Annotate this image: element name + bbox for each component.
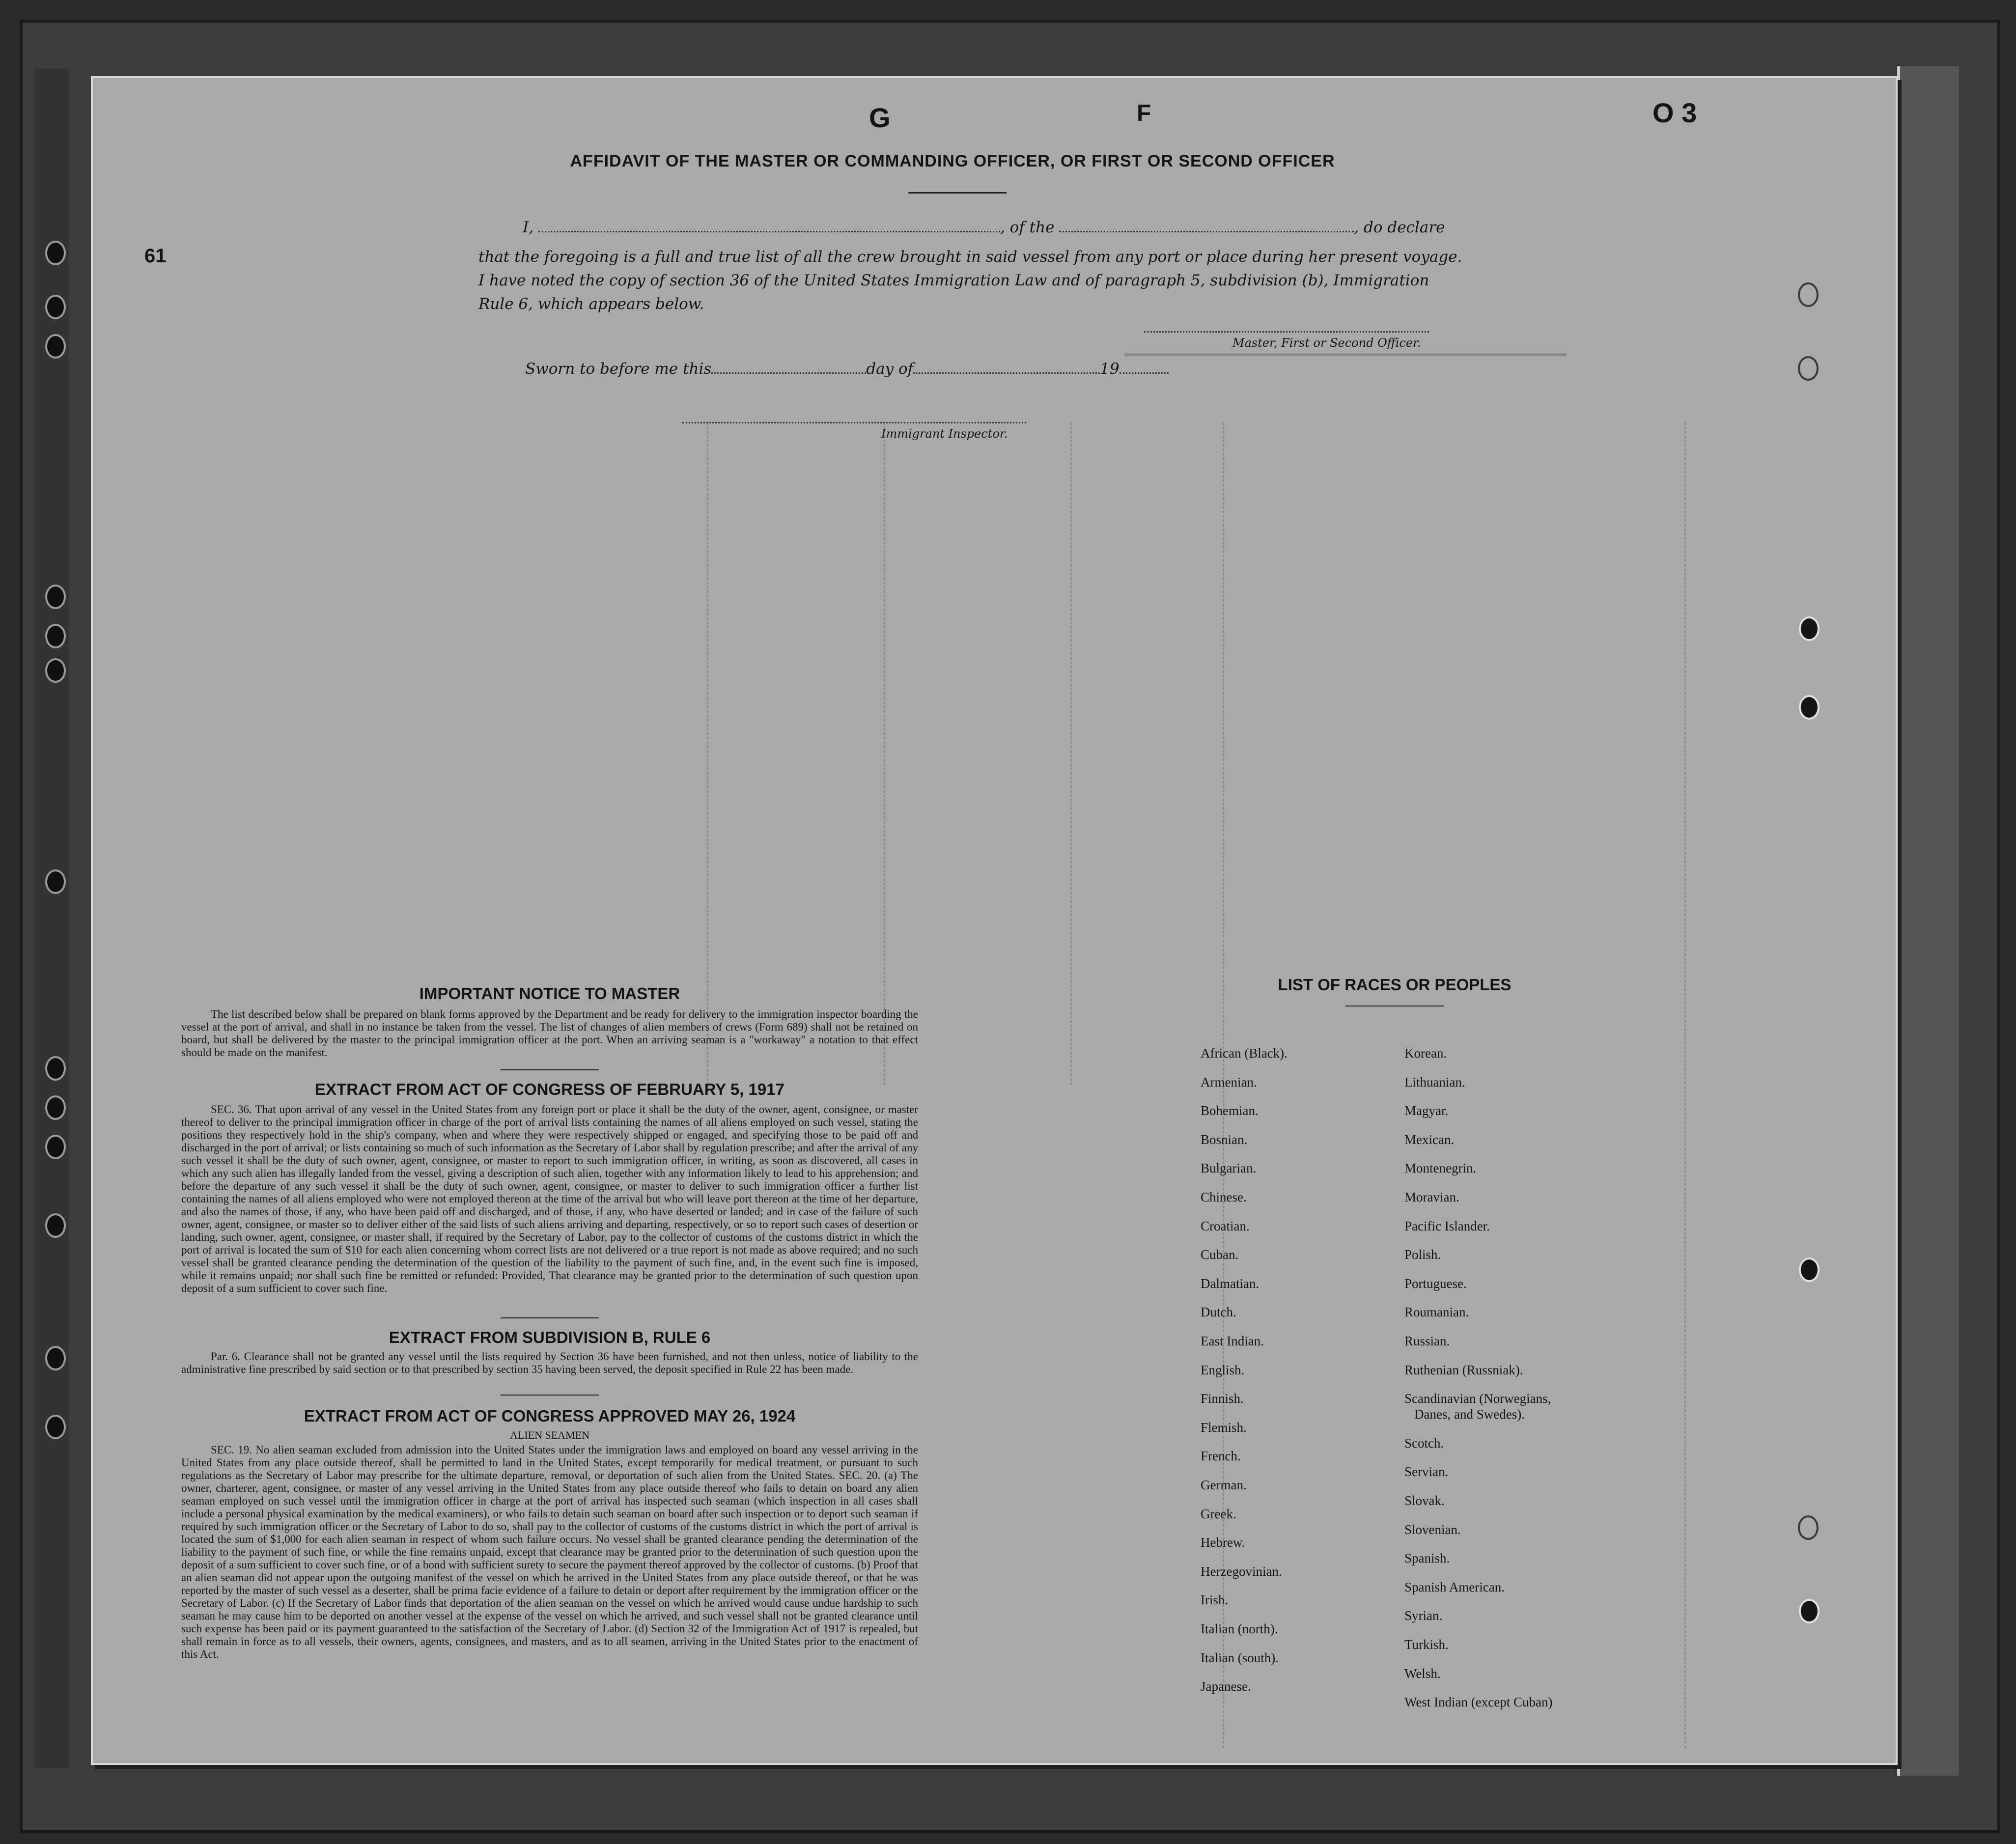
margin-number: 61 (144, 245, 167, 267)
extract-1924-title: EXTRACT FROM ACT OF CONGRESS APPROVED MAY 26, 1924 (304, 1407, 796, 1425)
race-item: Japanese. (1201, 1679, 1251, 1694)
race-item: Dutch. (1201, 1305, 1236, 1320)
section-rule (501, 1317, 599, 1318)
vessel-name-field[interactable] (1059, 218, 1354, 232)
binder-hole (45, 658, 66, 683)
extract-1917-text: SEC. 36. That upon arrival of any vessel in the United States from any foreign port or place it shall be the duty of the owner, agent, consignee, or master thereof to deliver to the principal immigration officer in charge of the port of arrival lists containing the names of all aliens employed on such vessel, stating the positions they respectively hold in the ship's company, when and where they were respectively shipped or engaged, and specifying those to be paid off and discharged in the port of arrival; or lists containing so much of such information as the Secretary of Labor shall by regulation prescribe; and after the arrival of any such vessel it shall be the duty of such owner, agent, consignee, or master to report to such immigration officer, in writing, as soon as discovered, all cases in which any such alien has illegally landed from the vessel, giving a description of such alien, together with any information likely to lead to his apprehension; and before the departure of any such vessel it shall be the duty of such owner, agent, consignee, or master to deliver to such immigration officer a further list containing the names of all aliens employed who were not employed thereon at the time of the arrival but who will leave port thereon at the time of her departure, and also the names of those, if any, who have been paid off and discharged, and of those, if any, who have deserted or landed; and in case of the failure of such owner, agent, consignee, or master so to deliver either of the said lists of such aliens arriving and departing, respectively, or so to report such cases of desertion or landing, such owner, agent, consignee, or master shall, if required by the Secretary of Labor, pay to the collector of customs of the customs district in which the port of arrival is located the sum of $10 for each alien concerning whom correct lists are not delivered or a true report is not made as above required; and no such vessel shall be granted clearance pending the determination of the question of the liability to the payment of such fine, and, in the event such fine is imposed, while it remains unpaid; nor shall such fine be remitted or refunded: Provided, That clearance may be granted prior to the determination of such question upon deposit of a sum sufficient to cover such fine. (181, 1103, 918, 1294)
sworn-label: Sworn to before me this (525, 360, 712, 378)
sworn-day-field[interactable] (711, 360, 866, 374)
title-rule (908, 192, 1007, 194)
race-item: Bulgarian. (1201, 1161, 1257, 1176)
race-item: Russian. (1404, 1334, 1450, 1348)
year-label: 19 (1100, 360, 1120, 378)
extract-rule6-text: Par. 6. Clearance shall not be granted any vessel until the lists required by Section 36 have been furnished, and not then unless, notice of liability to the administrative fine prescribed by said section or to that prescribed by section 35 having been served, the deposit specified in Rule 22 has been made. (181, 1350, 918, 1375)
binder-hole (45, 1135, 66, 1159)
bleed-through-column-line (884, 422, 885, 1085)
binder-hole (45, 1213, 66, 1238)
extract-rule6-title: EXTRACT FROM SUBDIVISION B, RULE 6 (389, 1328, 711, 1346)
race-item: Finnish. (1201, 1391, 1244, 1406)
race-item: Hebrew. (1201, 1535, 1245, 1550)
extract-1924-subtitle: ALIEN SEAMEN (510, 1429, 589, 1441)
inspector-caption: Immigrant Inspector. (881, 427, 1008, 441)
corner-mark: O 3 (1652, 97, 1697, 128)
corner-letter-g: G (869, 102, 891, 133)
section-rule (501, 1069, 599, 1070)
race-item: German. (1201, 1478, 1247, 1492)
race-item: Irish. (1201, 1593, 1229, 1608)
extract-1924-text: SEC. 19. No alien seaman excluded from admission into the United States under the immigration laws and employed on board any vessel arriving in the United States from any place outside thereof, shall be permitted to land in the United States, except temporarily for medical treatment, or pursuant to such regulations as the Secretary of Labor may prescribe for the ultimate departure, removal, or deportation of such alien from the United States. SEC. 20. (a) The owner, charterer, agent, consignee, or master of any vessel arriving in the United States from any place outside thereof who fails to detain on board any alien seaman employed on such vessel until the immigration officer in charge at the port of arrival has inspected such seaman (which inspection in all cases shall include a personal physical examination by the medical examiners), or who fails to detain such seaman on board after such inspection or to deport such seaman if required by such immigration officer or the Secretary of Labor to do so, shall pay to the collector of customs of the customs district in which the port of arrival is located the sum of $1,000 for each alien seaman in respect of whom such failure occurs. No vessel shall be granted clearance pending the determination of the liability to the payment of such fine, or while the fine remains unpaid, except that clearance may be granted prior to the determination of such question upon the deposit of a sum sufficient to cover such fine, or of a bond with sufficient surety to secure the payment thereof approved by the collector of customs. (b) Proof that an alien seaman did not appear upon the outgoing manifest of the vessel on which he arrived in the United States from any place outside thereof, or that he was reported by the master of such vessel as a deserter, shall be prima facie evidence of a failure to detain or deport after requirement by the immigration officer or the Secretary of Labor. (c) If the Secretary of Labor finds that deportation of the alien seaman on the vessel on which he arrived would cause undue hardship to such seaman he may cause him to be deported on another vessel at the expense of the vessel on which he arrived, and such vessel shall not be granted clearance until such expense has been paid or its payment guaranteed to the satisfaction of the Secretary of Labor. (d) Section 32 of the Immigration Act of 1917 is repealed, but shall remain in force as to all vessels, their owners, agents, consignees, and masters, and as to all seamen, arriving in the United States prior to the enactment of this Act. (181, 1444, 918, 1660)
extract-1917-title: EXTRACT FROM ACT OF CONGRESS OF FEBRUARY 5, 1917 (315, 1080, 784, 1098)
of-the-label: , of the (1000, 219, 1055, 236)
race-item: Korean. (1404, 1046, 1447, 1061)
binder-hole (45, 1095, 66, 1120)
race-item: African (Black). (1201, 1046, 1288, 1061)
binder-hole (45, 585, 66, 609)
binder-hole (45, 295, 66, 319)
race-item: Dalmatian. (1201, 1276, 1260, 1291)
page-hole (1798, 282, 1819, 307)
race-item: English. (1201, 1362, 1245, 1377)
inspector-signature-field[interactable] (682, 422, 1026, 423)
page-hole (1798, 1515, 1819, 1540)
binder-hole (45, 1346, 66, 1370)
race-item: Mexican. (1404, 1132, 1455, 1147)
binder-hole (45, 1056, 66, 1081)
binder-hole (45, 624, 66, 648)
race-item: Roumanian. (1404, 1305, 1469, 1320)
bleed-through-rule (1124, 353, 1567, 366)
declaration-line-2: I have noted the copy of section 36 of the United States Immigration Law and of paragraph 5, subdivision (b), Immigration (478, 272, 1429, 289)
race-item: Moravian. (1404, 1190, 1459, 1204)
notice-text: The list described below shall be prepared on blank forms approved by the Department and be ready for delivery to the immigration inspector boarding the vessel at the port of arrival, and shall in no instance be taken from the vessel. The list of changes of alien members of crews (Form 689) shall not be retained on board, but shall be delivered by the master to the principal immigration officer at the port. When an arriving seaman is a "workaway" a notation to that effect should be made on the manifest. (181, 1008, 918, 1059)
race-item: Slovenian. (1404, 1522, 1461, 1537)
race-item: Italian (north). (1201, 1621, 1278, 1636)
race-item: Greek. (1201, 1506, 1236, 1521)
do-declare-label: , do declare (1354, 219, 1445, 236)
declaration-line-1: that the foregoing is a full and true list of all the crew brought in said vessel from any port or place during her present voyage. (478, 248, 1462, 266)
race-item: Croatian. (1201, 1218, 1250, 1233)
day-of-label: day of (866, 360, 914, 378)
race-item: West Indian (except Cuban) (1404, 1695, 1553, 1710)
page-hole (1799, 616, 1820, 641)
race-item: Welsh. (1404, 1666, 1441, 1681)
race-item: Spanish. (1404, 1551, 1450, 1566)
race-item: Syrian. (1404, 1608, 1443, 1623)
sworn-month-field[interactable] (913, 360, 1100, 374)
race-item: Spanish American. (1404, 1579, 1505, 1594)
binder-hole (45, 1415, 66, 1439)
race-item: Herzegovinian. (1201, 1564, 1282, 1579)
manifest-page (91, 76, 1898, 1765)
notice-title: IMPORTANT NOTICE TO MASTER (419, 984, 680, 1003)
race-item: Cuban. (1201, 1247, 1239, 1262)
signature-caption: Master, First or Second Officer. (1232, 336, 1421, 350)
master-signature-field[interactable] (1144, 331, 1429, 333)
declaration-line-3: Rule 6, which appears below. (478, 295, 704, 313)
officer-name-field[interactable] (538, 218, 1000, 232)
race-item: French. (1201, 1449, 1241, 1464)
race-item: East Indian. (1201, 1334, 1264, 1348)
page-hole (1799, 695, 1820, 720)
page-hole (1799, 1257, 1820, 1282)
race-item: Portuguese. (1404, 1276, 1467, 1291)
binder-hole (45, 334, 66, 359)
race-item: Scandinavian (Norwegians, (1404, 1391, 1551, 1406)
corner-letter-f: F (1137, 100, 1151, 126)
binder-strip (34, 69, 69, 1768)
race-item: Lithuanian. (1404, 1074, 1465, 1090)
bleed-through-column-line (1684, 422, 1686, 1748)
race-item: Danes, and Swedes). (1414, 1407, 1525, 1422)
race-item: Ruthenian (Russniak). (1404, 1362, 1523, 1377)
race-item: Servian. (1404, 1464, 1449, 1480)
race-item: Bosnian. (1201, 1132, 1248, 1147)
page-edge (1897, 66, 1959, 1776)
affidavit-declaration-line (523, 218, 1535, 236)
race-item: Flemish. (1201, 1420, 1247, 1435)
i-label: I, (523, 219, 534, 236)
binder-hole (45, 241, 66, 265)
section-rule (501, 1395, 599, 1396)
race-item: Italian (south). (1201, 1650, 1279, 1665)
bleed-through-column-line (1070, 422, 1072, 1085)
declaration-text (478, 245, 1535, 316)
race-item: Chinese. (1201, 1190, 1247, 1204)
race-item: Scotch. (1404, 1435, 1444, 1451)
races-title: LIST OF RACES OR PEOPLES (1278, 976, 1512, 994)
affidavit-title: AFFIDAVIT OF THE MASTER OR COMMANDING OFFICER, OR FIRST OR SECOND OFFICER (570, 152, 1335, 170)
race-item: Polish. (1404, 1247, 1441, 1262)
page-hole (1798, 356, 1819, 381)
sworn-year-field[interactable] (1120, 360, 1169, 374)
binder-hole (45, 869, 66, 894)
page-hole (1799, 1599, 1820, 1623)
sworn-line (525, 360, 1169, 378)
race-item: Pacific Islander. (1404, 1218, 1490, 1233)
race-item: Montenegrin. (1404, 1161, 1477, 1176)
race-item: Bohemian. (1201, 1103, 1259, 1118)
race-item: Magyar. (1404, 1103, 1449, 1118)
race-item: Turkish. (1404, 1637, 1449, 1652)
race-item: Armenian. (1201, 1074, 1257, 1090)
race-item: Slovak. (1404, 1493, 1445, 1508)
